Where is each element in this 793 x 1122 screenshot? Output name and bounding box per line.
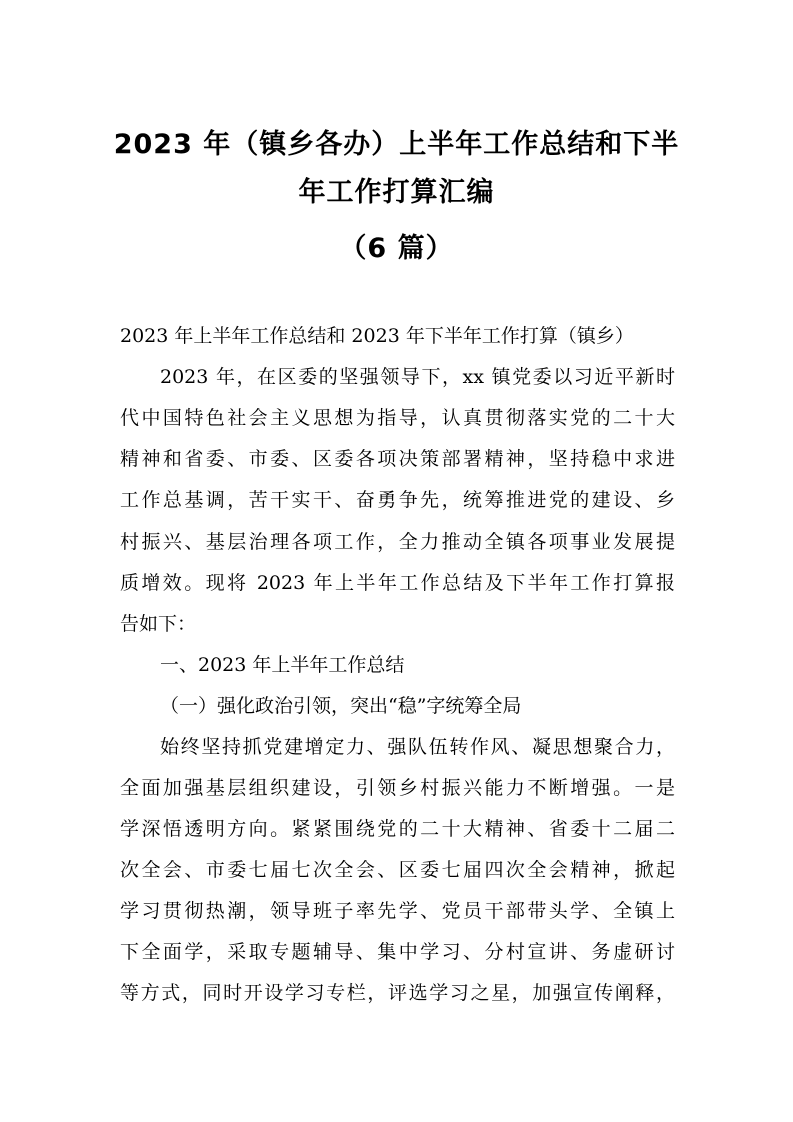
- document-title-line-2: 年工作打算汇编: [298, 177, 495, 208]
- paragraph-line: 精神和省委、市委、区委各项决策部署精神，坚持稳中求进: [120, 448, 675, 470]
- paragraph-line: 学习贯彻热潮，领导班子率先学、党员干部带头学、全镇上: [120, 900, 675, 922]
- paragraph-line: 代中国特色社会主义思想为指导，认真贯彻落实党的二十大: [120, 407, 675, 429]
- paragraph-line: 告如下：: [120, 613, 197, 635]
- document-title-count: （6 篇）: [339, 233, 454, 264]
- document-title-line-1: 2023 年（镇乡各办）上半年工作总结和下半: [113, 129, 680, 160]
- paragraph-line: 次全会、市委七届七次全会、区委七届四次全会精神，掀起: [120, 859, 675, 881]
- paragraph-line: 工作总基调，苦干实干、奋勇争先，统筹推进党的建设、乡: [120, 489, 675, 511]
- paragraph-line: 学深悟透明方向。紧紧围绕党的二十大精神、省委十二届二: [120, 818, 675, 840]
- chapter-heading: 一、2023 年上半年工作总结: [160, 654, 405, 676]
- paragraph-line: 始终坚持抓党建增定力、强队伍转作风、凝思想聚合力，: [160, 736, 675, 758]
- paragraph-line: 村振兴、基层治理各项工作，全力推动全镇各项事业发展提: [120, 531, 675, 553]
- paragraph-line: 等方式，同时开设学习专栏，评选学习之星，加强宣传阐释，: [120, 982, 675, 1004]
- paragraph-line: 2023 年，在区委的坚强领导下，xx 镇党委以习近平新时: [160, 366, 675, 388]
- subsection-heading: （一）强化政治引领，突出“稳”字统筹全局: [160, 695, 522, 717]
- paragraph-line: 质增效。现将 2023 年上半年工作总结及下半年工作打算报: [120, 572, 675, 594]
- paragraph-line: 下全面学，采取专题辅导、集中学习、分村宣讲、务虚研讨: [120, 941, 675, 963]
- paragraph-line: 全面加强基层组织建设，引领乡村振兴能力不断增强。一是: [120, 777, 675, 799]
- section-heading: 2023 年上半年工作总结和 2023 年下半年工作打算（镇乡）: [120, 325, 634, 347]
